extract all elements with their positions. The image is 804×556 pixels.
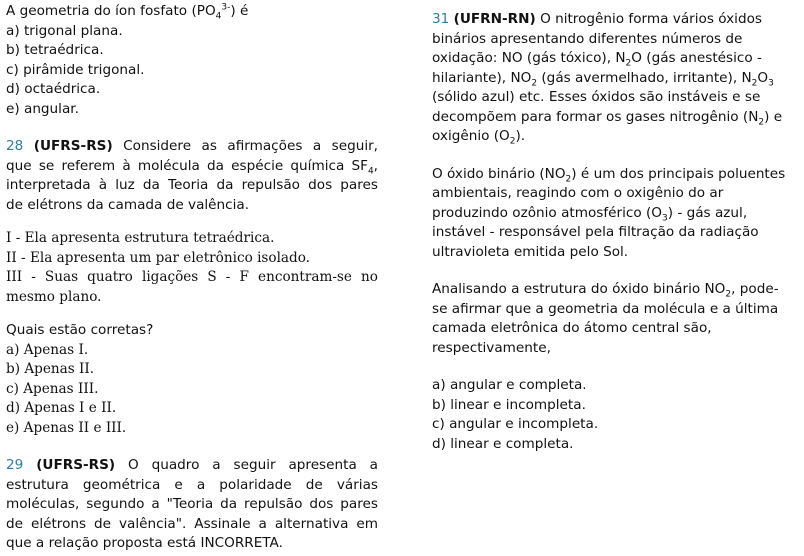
question-number: 29 (6, 457, 24, 473)
q31-line-4 (432, 69, 796, 89)
statement-3-line-1: III - Suas quatro ligações S - F encontram-se no (6, 269, 378, 285)
q31-text: O óxido binário (NO (432, 165, 566, 182)
q31-p3-line-3: camada eletrônica do átomo central são, (432, 320, 712, 336)
option-e: e) angular. (6, 100, 79, 117)
q28-text: que se referem à molécula da espécie química SF (6, 157, 368, 174)
q31-text: O (gás anestésico - (631, 50, 762, 66)
option-a: a) angular e completa. (432, 377, 587, 393)
q31-subscript: 2 (565, 174, 572, 185)
question-number: 28 (6, 138, 24, 154)
question-source: (UFRS-RS) (36, 457, 116, 473)
question-31 (432, 0, 796, 454)
stem-subscript: 4 (215, 11, 222, 22)
q31-text: oxigênio (O (432, 128, 510, 144)
q28-line-4: de elétrons da camada de valência. (6, 196, 250, 213)
q31-p3-line-2: se afirmar que a geometria da molécula e a última (432, 300, 779, 317)
q31-text: oxidação: NO (gás tóxico), N (432, 50, 626, 66)
q31-text: hilariante), NO (432, 69, 532, 86)
q31-line-7 (432, 127, 796, 147)
stem-text: A geometria do íon fosfato (PO (6, 3, 216, 19)
q28-text: Considere as afirmações a seguir, (123, 138, 379, 154)
q31-subscript: 2 (531, 78, 538, 89)
question-number: 31 (432, 11, 450, 27)
option-b: b) linear e incompleta. (432, 396, 586, 413)
q31-text: , pode- (731, 281, 779, 297)
q31-subscript: 2 (725, 289, 732, 300)
q31-p2-line-3 (432, 204, 796, 224)
q28-question: Quais estão corretas? (6, 322, 154, 338)
q31-p3-line-4: respectivamente, (432, 339, 551, 356)
spacer (6, 438, 378, 456)
q29-line-1 (6, 456, 378, 476)
q31-text: ). (515, 128, 526, 144)
q29-line-5: que a relação proposta está INCORRETA. (6, 535, 283, 551)
q31-line-2: binários apresentando diferentes números de (432, 30, 743, 47)
option-e: e) Apenas II e III. (6, 419, 127, 436)
q31-p2-line-1 (432, 165, 796, 185)
q31-subscript: 3 (768, 78, 774, 89)
right-column (432, 0, 796, 454)
left-column (6, 0, 378, 554)
q28-line-3: interpretada à luz da Teoria da repulsão dos pares (6, 177, 378, 193)
q31-text: produzindo ozônio atmosférico (O (432, 204, 663, 221)
option-d: d) octaédrica. (6, 81, 101, 97)
q31-p3-line-1 (432, 280, 796, 300)
stem-superscript: 3- (221, 2, 231, 13)
question-source: (UFRS-RS) (33, 138, 113, 154)
option-b: b) Apenas II. (6, 361, 95, 377)
q28-text: , (373, 157, 378, 174)
q31-text: ) e (764, 108, 783, 125)
option-a: a) trigonal plana. (6, 22, 123, 39)
spacer (6, 215, 378, 229)
q29-line-4: de elétrons de valência". Assinale a alternativa em (6, 515, 378, 532)
question-source: (UFRN-RN) (453, 11, 536, 27)
q28-line-1 (6, 137, 378, 157)
q31-line-3 (432, 49, 796, 69)
q31-text: O nitrogênio forma vários óxidos (540, 11, 762, 27)
option-d: d) Apenas I e II. (6, 400, 117, 416)
option-a: a) Apenas I. (6, 341, 89, 358)
q31-line-5: (sólido azul) etc. Esses óxidos são instáveis e se (432, 89, 761, 105)
q31-p2-line-4: instável - responsável pela filtração da radiação (432, 224, 759, 240)
q31-text: decompõem para formar os gases nitrogênio (N (432, 108, 759, 125)
spacer (6, 307, 378, 321)
statement-2: II - Ela apresenta um par eletrônico isolado. (6, 249, 311, 266)
option-c: c) angular e incompleta. (432, 416, 599, 432)
q29-line-3: moléculas, segundo a "Teoria da repulsão dos pares (6, 496, 378, 512)
question-stem (6, 2, 378, 22)
q31-text: ) é um dos principais poluentes (571, 165, 786, 182)
q31-line-6 (432, 108, 796, 128)
q31-subscript: 3 (662, 213, 668, 224)
spacer (432, 147, 796, 165)
spacer (432, 262, 796, 280)
q29-line-2: estrutura geométrica e a polaridade de várias (6, 476, 378, 493)
q28-line-2 (6, 157, 378, 177)
q28-subscript: 4 (367, 166, 374, 177)
option-c: c) Apenas III. (6, 380, 99, 397)
spacer (432, 358, 796, 376)
q31-subscript: 2 (625, 58, 632, 69)
stem-suffix: ) é (230, 3, 249, 19)
option-d: d) linear e completa. (432, 435, 574, 452)
q31-p2-line-5: ultravioleta emitida pelo Sol. (432, 243, 629, 260)
q31-text: (gás avermelhado, irritante), N (537, 69, 752, 86)
q31-subscript: 2 (751, 78, 758, 89)
question-phosphate (6, 0, 378, 119)
q31-text: ) - gás azul, (667, 204, 748, 221)
q29-text: O quadro a seguir apresenta a (128, 457, 378, 473)
question-28 (6, 137, 378, 438)
statement-3-line-2: mesmo plano. (6, 288, 102, 305)
statement-1: I - Ela apresenta estrutura tetraédrica. (6, 230, 275, 246)
q31-subscript: 2 (758, 117, 765, 128)
q31-line-1 (432, 10, 796, 30)
spacer (6, 119, 378, 137)
q31-p2-line-2: ambientais, reagindo com o oxigênio do ar (432, 185, 724, 201)
q31-text: O (757, 69, 769, 86)
q31-subscript: 2 (509, 136, 516, 147)
option-b: b) tetraédrica. (6, 42, 104, 58)
q31-text: Analisando a estrutura do óxido binário NO (432, 281, 726, 297)
option-c: c) pirâmide trigonal. (6, 61, 145, 78)
question-29 (6, 456, 378, 554)
